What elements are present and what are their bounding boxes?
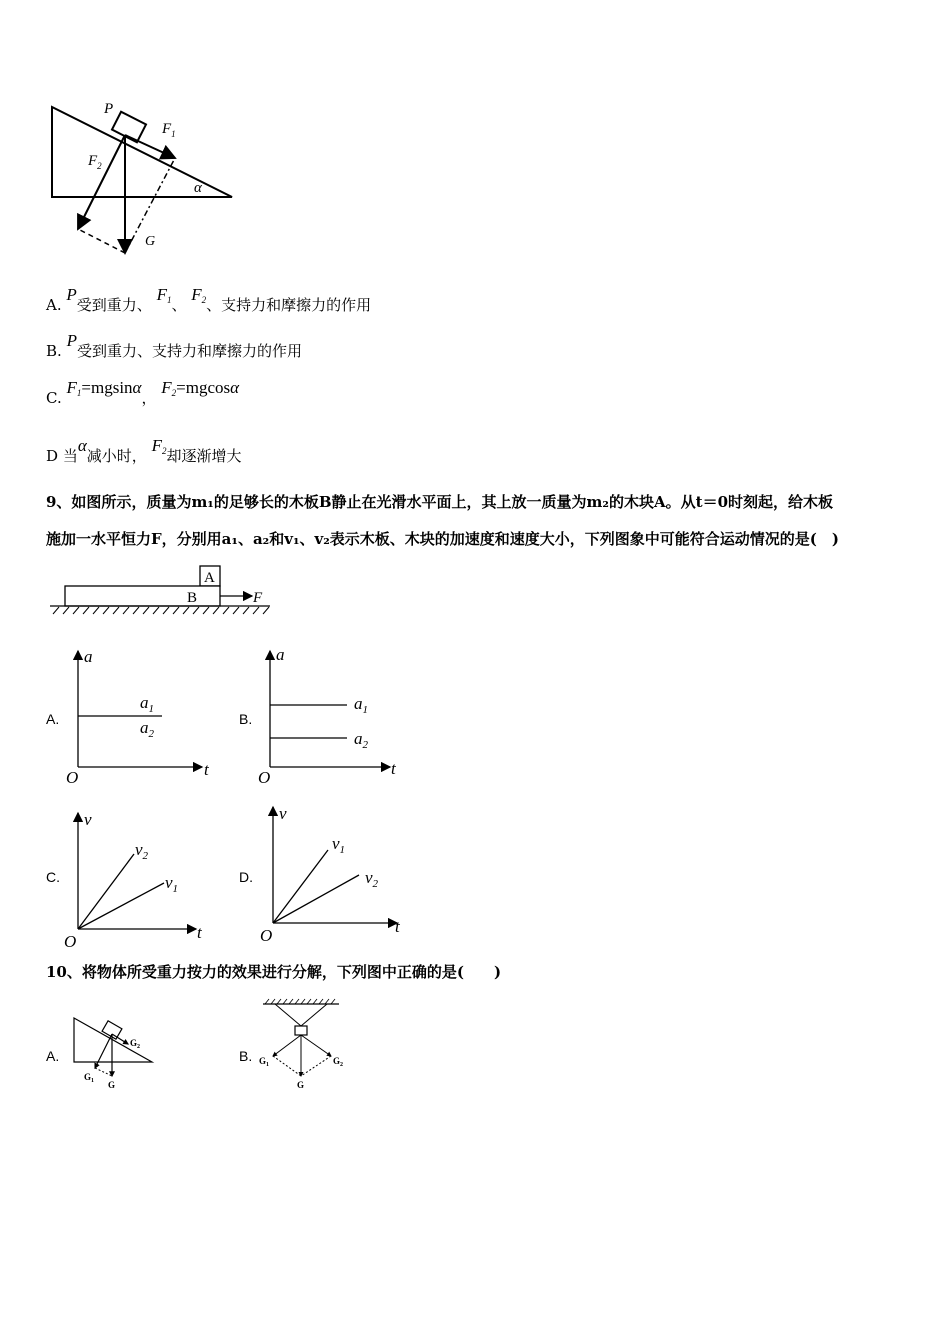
- label-alpha: α: [194, 180, 202, 196]
- q10-figure-a: [70, 1012, 160, 1092]
- svg-text:t: t: [391, 759, 396, 778]
- svg-text:t: t: [204, 760, 209, 779]
- svg-text:v: v: [84, 810, 92, 829]
- q8-option-d: D 当α减小时， F2却逐渐增大: [46, 436, 242, 465]
- graph-d-line-v2: [273, 875, 359, 923]
- q10-option-a-label: A.: [46, 1048, 60, 1064]
- graph-c-line-v2: [78, 854, 134, 929]
- q10-text: 10、将物体所受重力按力的效果进行分解，下列图中正确的是( ): [46, 963, 502, 981]
- svg-text:G2: $G_2$: [333, 1056, 344, 1068]
- q9-option-d-label: D.: [239, 869, 253, 885]
- svg-text:G2: $G_2$: [130, 1038, 141, 1050]
- svg-text:t: t: [395, 917, 400, 936]
- svg-text:a2: $a_2$: [354, 729, 368, 751]
- svg-text:v1: $v_1$: [332, 834, 346, 856]
- svg-text:a: a: [84, 647, 93, 666]
- graph-c-line-v1: [78, 883, 164, 929]
- graph-c: [60, 805, 220, 950]
- q9-option-b-label: B.: [239, 711, 253, 727]
- ground-hatch: [53, 607, 269, 614]
- svg-text:v: v: [279, 805, 287, 823]
- graph-d: [255, 805, 415, 950]
- force-f-label: F: [253, 590, 263, 606]
- q8-option-a: A. P受到重力、 F1、 F2、支持力和摩擦力的作用: [46, 285, 372, 314]
- q9-text-line1: 9、如图所示，质量为m₁的足够长的木板B静止在光滑水平面上，其上放一质量为m₂的木块A。从t＝0时刻起，给木板: [46, 493, 834, 511]
- q9-text-line2: 施加一水平恒力F，分别用a₁、a₂和v₁、v₂表示木板、木块的加速度和速度大小，下列图象中可能符合运动情况的是( ): [46, 530, 839, 548]
- q9-option-c-label: C.: [46, 869, 60, 885]
- graph-b: [252, 645, 412, 785]
- incline-force-diagram: [40, 95, 250, 265]
- svg-text:O: O: [66, 768, 79, 785]
- svg-text:a1: $a_1$: [354, 694, 368, 716]
- svg-text:O: O: [64, 932, 77, 950]
- q9-option-a-label: A.: [46, 711, 60, 727]
- dash-g-f2: [78, 229, 125, 253]
- graph-d-line-v1: [273, 850, 328, 923]
- q8-option-b: B. P受到重力、支持力和摩擦力的作用: [46, 331, 302, 360]
- svg-text:v2: $v_2$: [365, 868, 379, 890]
- svg-text:a: a: [276, 645, 285, 664]
- svg-text:O: O: [258, 768, 271, 785]
- svg-text:a2: $a_2$: [140, 718, 154, 740]
- board-b-label: B: [187, 590, 198, 606]
- svg-text:G1: $G_1$: [259, 1056, 270, 1068]
- svg-text:t: t: [197, 923, 202, 942]
- board-block-diagram: [45, 562, 275, 618]
- force-f2-arrow: [78, 135, 125, 229]
- svg-text:v2: $v_2$: [135, 840, 149, 862]
- incline-triangle: [52, 107, 232, 197]
- label-f2: $F_2$: [88, 153, 102, 171]
- block-a-label: A: [204, 570, 215, 586]
- label-g: G: [145, 234, 156, 249]
- label-p: P: [104, 101, 114, 117]
- svg-text:G: G: [108, 1080, 116, 1090]
- graph-a: [60, 645, 220, 785]
- svg-text:G1: $G_1$: [84, 1072, 95, 1084]
- svg-text:O: O: [260, 926, 273, 945]
- label-f1: $F_1$: [162, 121, 176, 139]
- q10-option-b-label: B.: [239, 1048, 253, 1064]
- svg-text:G: G: [297, 1080, 305, 1090]
- svg-text:v1: $v_1$: [165, 873, 179, 895]
- q10-figure-b: [255, 996, 355, 1092]
- svg-text:a1: $a_1$: [140, 693, 154, 715]
- q8-option-c: C. F1=mgsinα， F2=mgcosα: [46, 378, 240, 407]
